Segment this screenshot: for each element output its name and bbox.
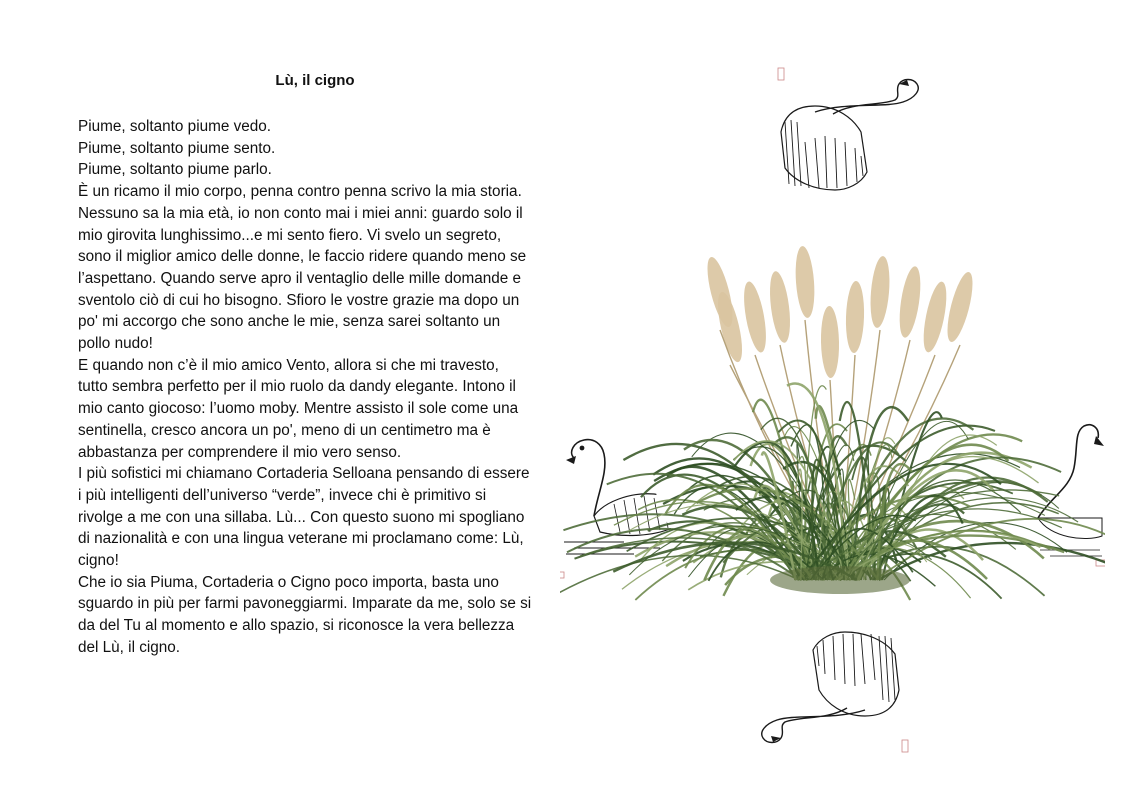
- text-line: Che io sia Piuma, Cortaderia o Cigno poco importa, basta uno: [78, 573, 499, 591]
- text-line: Piume, soltanto piume vedo.: [78, 118, 272, 135]
- swan-icon: [781, 80, 918, 191]
- text-line: da del Tu al momento e allo spazio, si riconosce la vera bellezza: [78, 617, 515, 635]
- text-line: cigno!: [78, 552, 119, 570]
- pampas-grass-icon: [560, 245, 1105, 600]
- text-line: È un ricamo il mio corpo, penna contro penna scrivo la mia storia.: [78, 183, 522, 201]
- swan-icon: [762, 632, 899, 743]
- text-line: mio girovita lunghissimo...e mi sento fiero. Vi svelo un segreto,: [78, 226, 502, 244]
- text-line: Piume, soltanto piume sento.: [78, 139, 276, 157]
- text-line: rivolge a me con una sillaba. Lù... Con questo suono mi spogliano: [78, 508, 525, 526]
- text-line: pollo nudo!: [78, 335, 153, 353]
- text-line: Piume, soltanto piume parlo.: [78, 161, 272, 179]
- text-line: l’aspettano. Quando serve apro il ventaglio delle mille domande e: [78, 269, 522, 287]
- text-line: tutto sembra perfetto per il mio ruolo da dandy elegante. Intono il: [78, 378, 516, 396]
- illustration: [560, 60, 1105, 760]
- page-title: Lù, il cigno: [275, 72, 355, 89]
- photo-caption-icon: [560, 572, 564, 578]
- text-line: sventolo ciò di cui ho bisogno. Sfioro le vostre grazie ma dopo un: [78, 291, 520, 309]
- text-line: mio canto giocoso: l’uomo moby. Mentre assisto il sole come una: [78, 400, 519, 418]
- text-line: abbastanza per comprendere il mio vero senso.: [78, 443, 402, 461]
- text-line: i più intelligenti dell’universo “verde”, invece chi è primitivo si: [78, 486, 487, 504]
- text-line: sguardo in più per farmi pavoneggiarmi. Imparate da me, solo se si: [78, 595, 532, 613]
- text-line: I più sofistici mi chiamano Cortaderia Selloana pensando di essere: [78, 465, 530, 483]
- text-line: Nessuno sa la mia età, io non conto mai i miei anni: guardo solo il: [78, 204, 523, 222]
- text-line: del Lù, il cigno.: [78, 638, 181, 656]
- poem-text: [78, 116, 556, 659]
- photo-caption-icon: [778, 68, 784, 80]
- text-line: sono il miglior amico delle donne, le faccio ridere quando meno se: [78, 248, 527, 266]
- text-line: po' mi accorgo che sono anche le mie, senza sarei soltanto un: [78, 313, 501, 331]
- text-line: E quando non c’è il mio amico Vento, allora si che mi travesto,: [78, 356, 499, 374]
- photo-caption-icon: [902, 740, 908, 752]
- text-line: di nazionalità e con una lingua veterane mi proclamano come: Lù,: [78, 530, 524, 548]
- text-line: sentinella, cresco ancora un po', meno di un centimetro ma è: [78, 421, 491, 439]
- swan-icon: [1038, 425, 1104, 556]
